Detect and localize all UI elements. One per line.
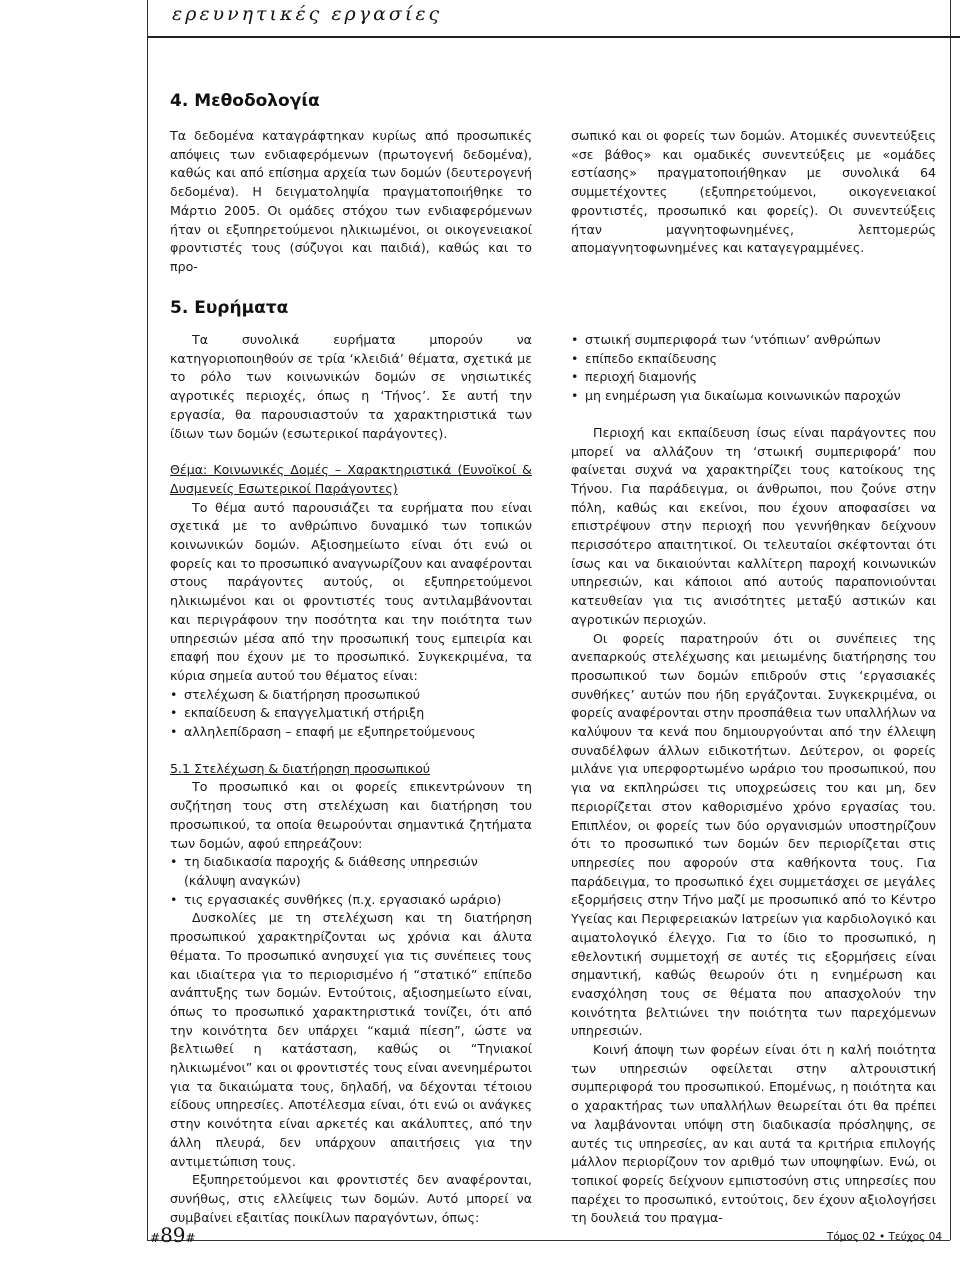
section-4-paragraph-cont: σωπικό και οι φορείς των δομών. Ατομικές συνεντεύξεις «σε βάθος» και ομαδικές συνεντεύξεις με «ομάδες εστίασης» πραγματοποιήθηκαν με συνολικά 64 συμμετέχοντες (εξυπηρετούμενοι, οικογενειακοί φροντιστές, προσωπικό και φορείς). Οι συνεντεύξεις ήταν μαγνητοφωνημένες, λεπτομερώς απομαγνητοφωνημένες και καταγεγραμμένες. xyxy=(571,128,936,256)
list-item: • στελέχωση & διατήρηση προσωπικού xyxy=(170,686,532,705)
list-item: • περιοχή διαμονής xyxy=(571,368,936,387)
factors-bullet-list xyxy=(571,331,936,406)
theme-paragraph: Το θέμα αυτό παρουσιάζει τα ευρήματα που είναι σχετικά με το ανθρώπινο δυναμικό των τοπικών κοινωνικών δομών. Αξιοσημείωτο είναι ότι ενώ οι φορείς και το προσωπικό αναγνωρίζουν και αναφέρονται στους παράγοντες αυτούς, οι εξυπηρετούμενοι ηλικιωμένοι και οι φροντιστές τους αντιλαμβάνονται και περιγράφουν την ποσότητα και την ποιότητα των υπηρεσιών μέσα από την προσωπική τους εμπειρία και επαφή που έχουν με το προσωπικό. Συγκεκριμένα, τα κύρια σημεία αυτού του θέματος είναι: xyxy=(170,499,532,683)
section-5-right-column xyxy=(571,331,936,1228)
section-4-title: 4. Μεθοδολογία xyxy=(170,91,320,111)
list-item: • τη διαδικασία παροχής & διάθεσης υπηρεσιών (κάλυψη αναγκών) xyxy=(170,853,532,890)
right-paragraph: Περιοχή και εκπαίδευση ίσως είναι παράγοντες που μπορεί να αλλάζουν τη ‘στωική συμπεριφορά’ που φαίνεται συχνά να χαρακτηρίζει τους κατοίκους της Τήνου. Για παράδειγμα, οι άνθρωποι, που ζούνε στην πόλη, καθώς και εκείνοι, που έχουν αποφασίσει να επιστρέψουν στην περιοχή που γεννήθηκαν δείχνουν περισσότερο απαιτητικοί. Οι τελευταίοι σκέφτονται ότι ίσως και να δικαιούνται καλλίτερη παροχή κοινωνικών υπηρεσιών, και κάποιοι από αυτούς παραπονιούνται κατευθείαν για τις ανισότητες μεταξύ αστικών και αγροτικών περιοχών. xyxy=(571,424,936,627)
subsection-5-1-heading: 5.1 Στελέχωση & διατήρηση προσωπικού xyxy=(170,760,431,776)
subsection-paragraph: Το προσωπικό και οι φορείς επικεντρώνουν τη συζήτηση τους στη στελέχωση και διατήρηση του προσωπικού, τα οποία θεωρούνται σημαντικά ζητήματα των δομών, αφού επηρεάζουν: xyxy=(170,779,532,851)
section-5-intro: Τα συνολικά ευρήματα μπορούν να κατηγοριοποιηθούν σε τρία ‘κλειδιά’ θέματα, σχετικά με το ρόλο των κοινωνικών δομών σε νησιωτικές αγροτικές περιοχές, όπως η ‘Τήνος’. Σε αυτή την εργασία, θα παρουσιαστούν τα χαρακτηριστικά των ίδιων των δομών (εσωτερικοί παράγοντες). xyxy=(170,332,532,441)
list-item: • τις εργασιακές συνθήκες (π.χ. εργασιακό ωράριο) xyxy=(170,891,532,910)
section-5-title: 5. Ευρήματα xyxy=(170,298,289,318)
list-item: • μη ενημέρωση για δικαίωμα κοινωνικών παροχών xyxy=(571,387,936,406)
page-number-prefix: # xyxy=(150,1231,161,1245)
page-number-suffix: # xyxy=(185,1231,196,1245)
section-4-left-column xyxy=(170,127,532,277)
theme-heading: Θέμα: Κοινωνικές Δομές – Χαρακτηριστικά (Ευνοϊκοί & Δυσμενείς Εσωτερικοί Παράγοντες) xyxy=(170,462,532,496)
list-item: • επίπεδο εκπαίδευσης xyxy=(571,350,936,369)
right-margin-rule xyxy=(950,0,951,1240)
section-4-right-column xyxy=(571,127,936,258)
issue-label: Τόμος 02 • Τεύχος 04 xyxy=(826,1231,942,1243)
page-number-value: 89 xyxy=(160,1223,186,1247)
subsection-paragraph: Εξυπηρετούμενοι και φροντιστές δεν αναφέρονται, συνήθως, στις ελλείψεις των δομών. Αυτό μπορεί να συμβαίνει εξαιτίας ποικίλων παραγόντων, όπως: xyxy=(170,1172,532,1225)
list-item: • εκπαίδευση & επαγγελματική στήριξη xyxy=(170,704,532,723)
subsection-paragraph: Δυσκολίες με τη στελέχωση και τη διατήρηση προσωπικού χαρακτηρίζονται ως χρόνια και άλυτα θέματα. Το προσωπικό ανησυχεί για τις συνέπειες τους και ιδιαίτερα για το περιορισμένο ή “στατικό” επίπεδο ανάπτυξης των δομών. Εντούτοις, αξιοσημείωτο είναι, όπως το προσωπικό χαρακτηριστικά τονίζει, ότι από την κοινότητα δεν υπάρχει “καμιά πίεση”, ώστε να βελτιωθεί η κατάσταση, καθώς οι “Τηνιακοί ηλικιωμένοι” και οι φροντιστές τους είναι ανενημέρωτοι για τα δικαιώματα τους, δηλαδή, να δέχονται τέτοιου είδους υπηρεσίες. Αποτέλεσμα είναι, ότι ενώ οι ανάγκες στην κοινότητα είναι αρκετές και ακάλυπτες, από την άλλη πλευρά, δεν υπάρχουν απαιτήσεις για την αντιμετώπιση τους. xyxy=(170,910,532,1169)
list-item: • αλληλεπίδραση – επαφή με εξυπηρετούμενους xyxy=(170,723,532,742)
left-margin-rule xyxy=(147,0,148,1240)
subsection-bullet-list xyxy=(170,853,532,909)
right-paragraph: Οι φορείς παρατηρούν ότι οι συνέπειες της ανεπαρκούς στελέχωσης και μειωμένης διατήρησης του προσωπικού των δομών επιδρούν στις ‘εργασιακές συνθήκες’ αυτών που ήδη εργάζονται. Συγκεκριμένα, οι φορείς αναφέρονται στην προσπάθεια των υπαλλήλων να καλύψουν τα κενά που δημιουργούνται από την έλλειψη συναδέλφων άλλων ειδικοτήτων. Δεύτερον, οι φορείς μιλάνε για υπερφορτωμένο ωράριο του προσωπικού, που για να εκπληρώσει τις υποχρεώσεις του και μη, δεν περιορίζεται στον καθορισμένο χρόνο εργασίας του. Επιπλέον, οι φορείς των δύο οργανισμών υποστηρίζουν ότι το προσωπικό των δομών δεν περιορίζεται στις υπηρεσίες που αφορούν στα καθήκοντα τους. Για παράδειγμα, το προσωπικό έχει συμμετάσχει σε μεγάλες εξορμήσεις στην Τήνο μαζί με προσωπικό από το Κέντρο Υγείας και Περιφερειακών Ιατρείων για καρδιολογικό και αιματολογικό έλεγχο. Για το ίδιο το προσωπικό, η εθελοντική συμμετοχή σε αυτές τις εξορμήσεις είναι σημαντική, καθώς θεωρούν ότι η ενημέρωση και ενασχόληση τους σε θέματα που απασχολούν την κοινότητα βελτιώνει την ποιότητα των παρεχόμενων υπηρεσιών. xyxy=(571,630,936,1039)
section-5-left-column xyxy=(170,331,532,1227)
theme-bullet-list xyxy=(170,686,532,742)
section-4-paragraph: Τα δεδομένα καταγράφτηκαν κυρίως από προσωπικές απόψεις των ενδιαφερόμενων (πρωτογενή δεδομένα), καθώς και από επίσημα αρχεία των δομών (δευτερογενή δεδομένα). Η δειγματοληψία πραγματοποιήθηκε το Μάρτιο 2005. Οι ομάδες στόχου των ενδιαφερόμενων ήταν οι εξυπηρετούμενοι ηλικιωμένοι, οι οικογενειακοί φροντιστές τους (σύζυγοι και παιδιά), καθώς και το προ- xyxy=(170,128,532,274)
right-paragraph: Κοινή άποψη των φορέων είναι ότι η καλή ποιότητα των υπηρεσιών οφείλεται στην αλτρουιστική συμπεριφορά του προσωπικού. Επομένως, η ποιότητα και ο χαρακτήρας των υπαλλήλων θεωρείται ότι θα πρέπει να λαμβάνονται υπόψη στη διαδικασία πρόσληψης, σε αυτές τις υπηρεσίες, αν και αυτά τα κριτήρια επιλογής μάλλον περιορίζουν τον αριθμό των υποψηφίων. Ενώ, οι τοπικοί φορείς δείχνουν εμπιστοσύνη στις υπηρεσίες που παρέχει το προσωπικό, εντούτοις, δεν έχουν αξιολογήσει τη δουλειά του πραγμα- xyxy=(571,1042,936,1226)
page-number xyxy=(150,1223,196,1247)
list-item: • στωική συμπεριφορά των ‘ντόπιων’ ανθρώπων xyxy=(571,331,936,350)
journal-section-title: ερευνητικές εργασίες xyxy=(172,3,443,25)
